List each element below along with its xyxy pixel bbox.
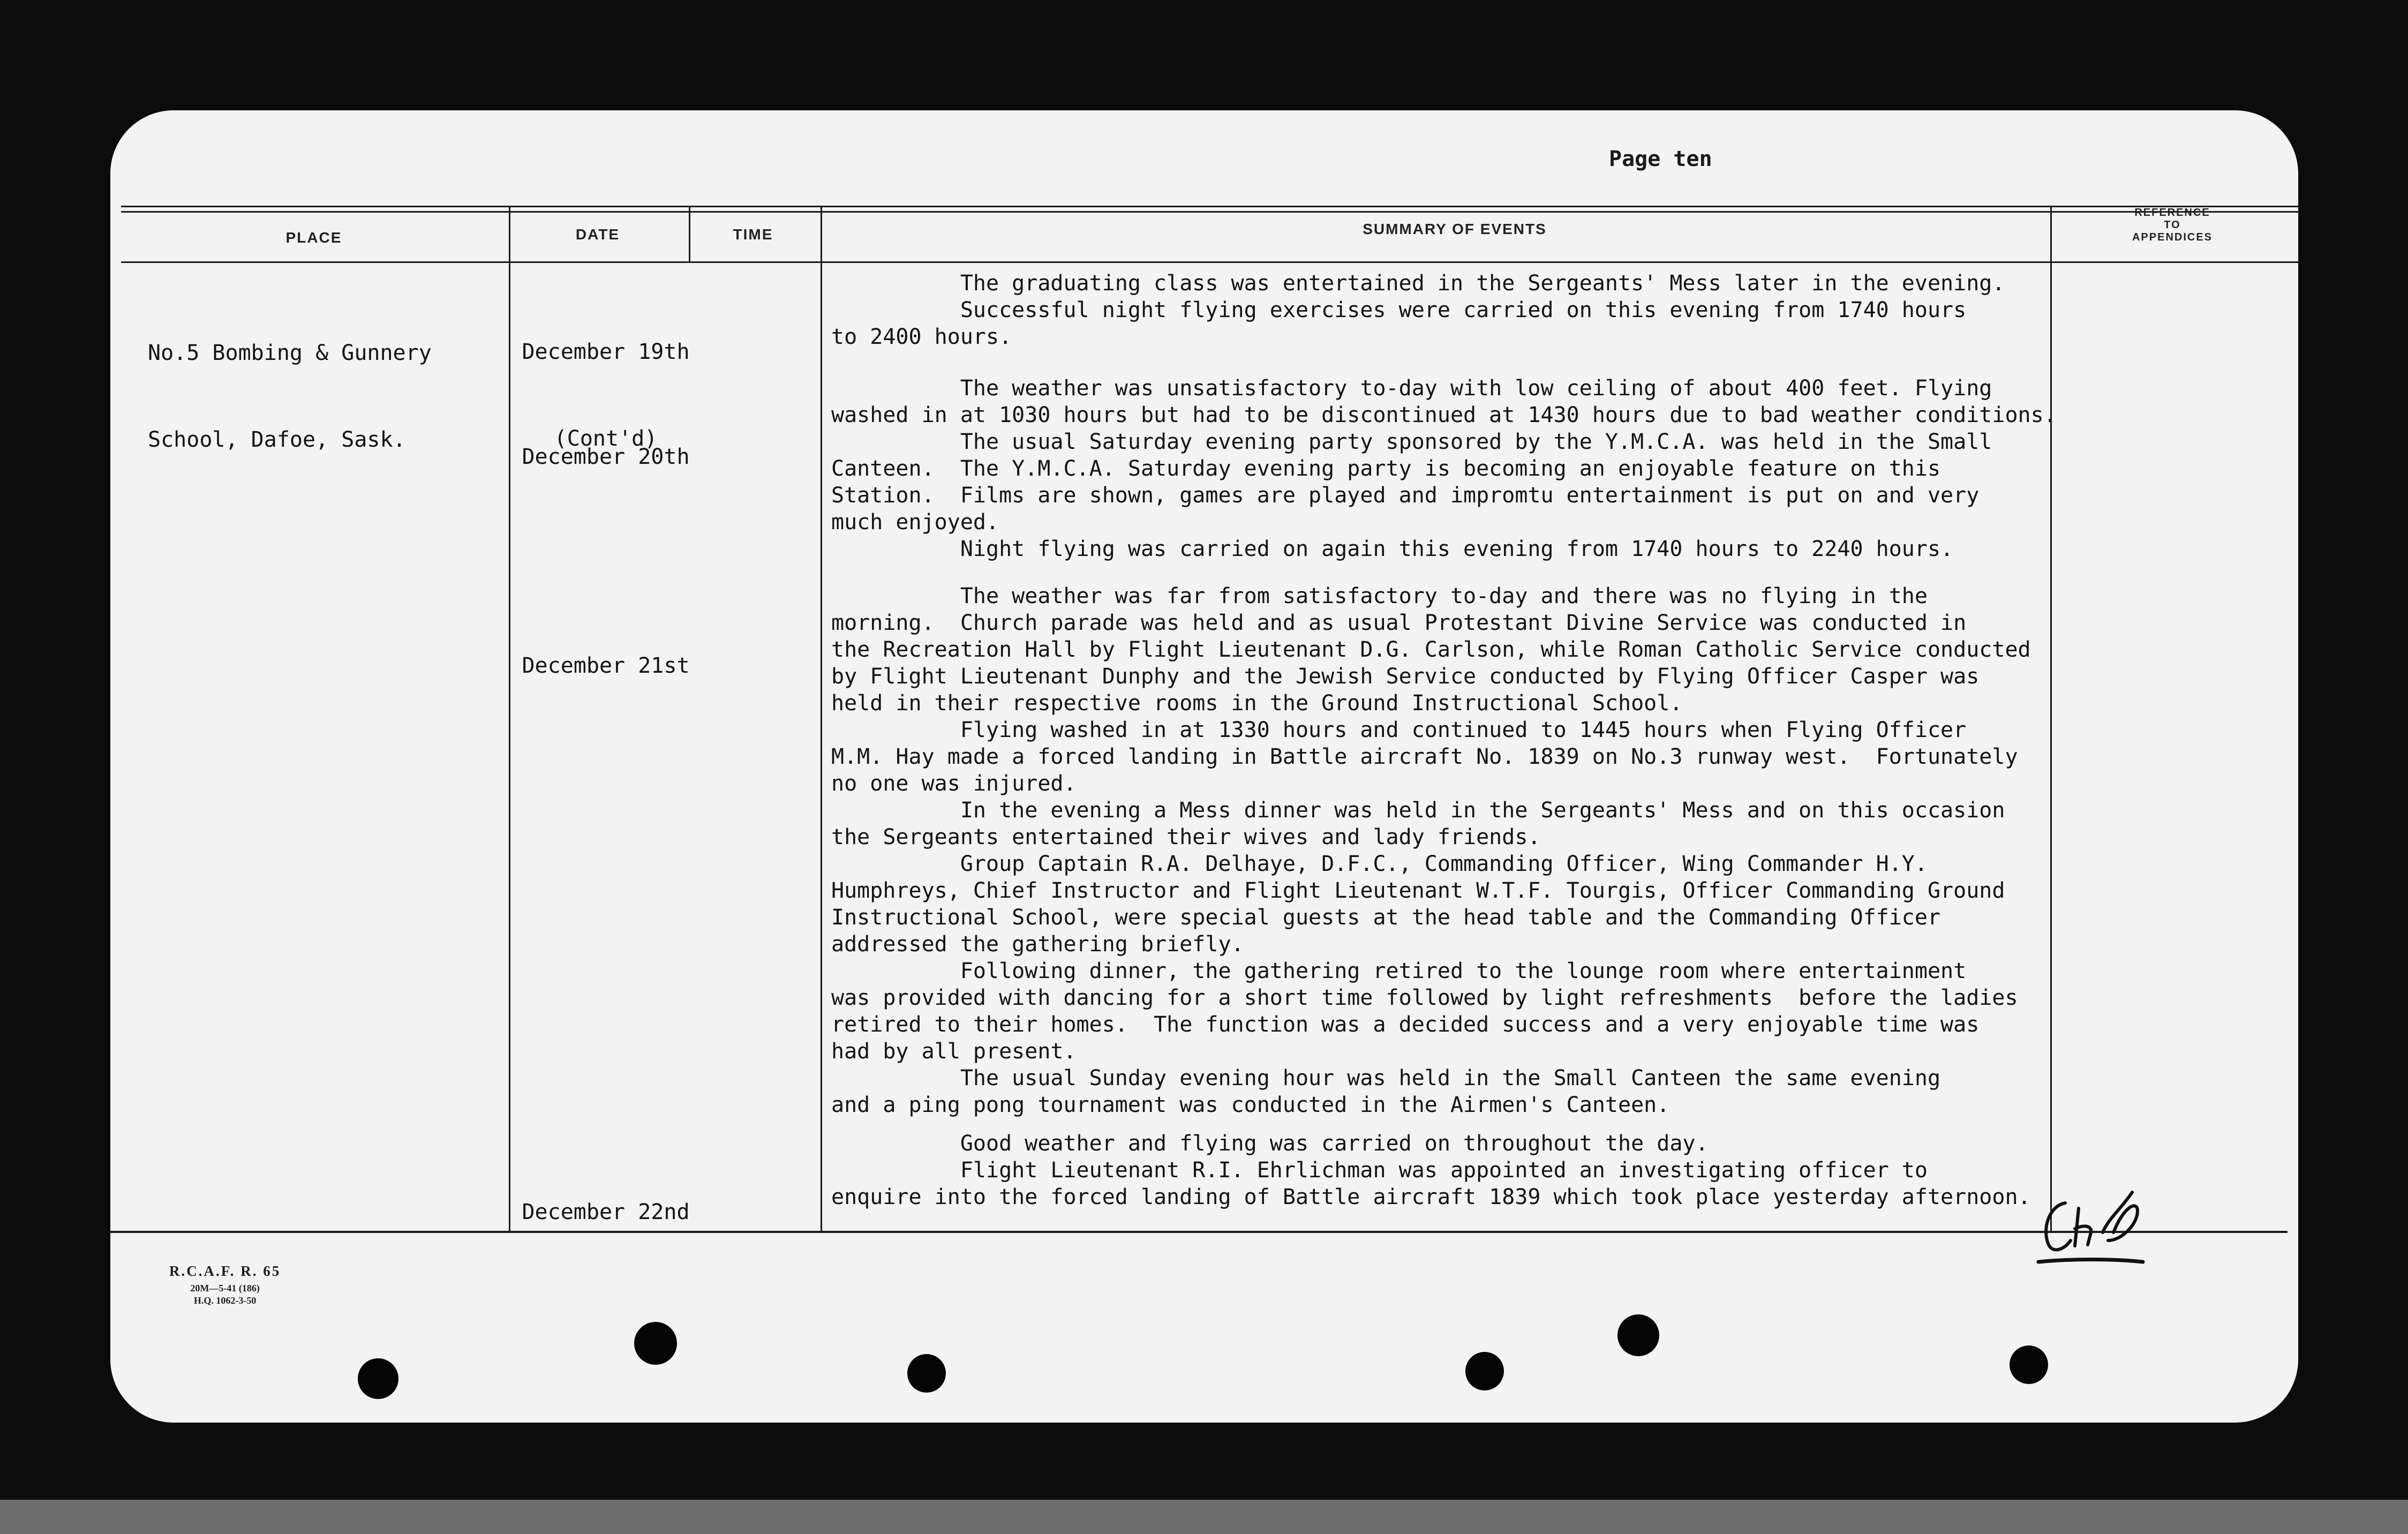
bottom-rule (110, 1231, 2287, 1233)
binder-hole (634, 1322, 677, 1365)
place-line: No.5 Bombing & Gunnery (148, 341, 432, 365)
header-rule (121, 261, 2298, 263)
column-line-time (821, 207, 822, 1231)
header-date: DATE (575, 226, 620, 243)
page-number: Page ten (1609, 147, 1712, 171)
form-number: R.C.A.F. R. 65 (169, 1263, 281, 1279)
form-number-block (169, 1263, 281, 1306)
date-dec-19: December 19th (Cont'd) (522, 340, 690, 451)
binder-hole (358, 1358, 398, 1399)
binder-hole (907, 1354, 946, 1393)
date-dec-20: December 20th (522, 445, 690, 469)
column-line-place (509, 207, 510, 1231)
date-dec-22: December 22nd (522, 1200, 690, 1224)
binder-hole (1617, 1314, 1659, 1356)
top-rule (121, 206, 2298, 207)
entry-dec-20: The weather was unsatisfactory to-day with low ceiling of about 400 feet. Flying washed in at 1030 hours but had to be discontinued at 1430 hours due to bad weather conditions. The usual Saturday evening party sponsored by the Y.M.C.A. was held in the Small Canteen. The Y.M.C.A. Saturday evening party is becoming an enjoyable feature on this Station. Films are shown, games are played and impromtu entertainment is put on and very much enjoyed. Night flying was carried on again this evening from 1740 hours to 2240 hours. (831, 376, 2057, 561)
place-line: School, Dafoe, Sask. (148, 427, 406, 452)
handwritten-initials (2028, 1182, 2156, 1289)
header-time: TIME (733, 226, 773, 243)
column-line-summary (2050, 207, 2052, 1231)
scan-edge (0, 1500, 2408, 1534)
binder-hole (2010, 1345, 2048, 1384)
column-line-date (689, 207, 690, 263)
entry-dec-21: The weather was far from satisfactory to-day and there was no flying in the morning. Church parade was held and as usual Protestant Divine Service was conducted in the Recreation Hall by Flight Lieutenant D.G. Carlson, while Roman Catholic Service conducted by Flight Lieutenant Dunphy and the Jewish Service conducted by Flying Officer Casper was held in their respective rooms in the Ground Instructional School. Flying washed in at 1330 hours and continued to 1445 hours when Flying Officer M.M. Hay made a forced landing in Battle aircraft No. 1839 on No.3 runway west. Fortunately no one was injured. In the evening a Mess dinner was held in the Sergeants' Mess and on this occasion the Sergeants entertained their wives and lady friends. Group Captain R.A. Delhaye, D.F.C., Commanding Officer, Wing Commander H.Y. Humphreys, Chief Instructor and Flight Lieutenant W.T.F. Tourgis, Officer Commanding Ground Instructional School, were special guests at the head table and the Commanding Officer addressed the gathering briefly. Following dinner, the gathering retired to the lounge room where entertainment was provided with dancing for a short time followed by light refreshments before the ladies retired to their homes. The function was a decided success and a very enjoyable time was had by all present. The usual Sunday evening hour was held in the Small Canteen the same evening and a ping pong tournament was conducted in the Airmen's Canteen. (831, 584, 2031, 1117)
entry-dec-19: The graduating class was entertained in the Sergeants' Mess later in the evening. Successful night flying exercises were carried on this evening from 1740 hours to 2400 hours. (831, 271, 2005, 349)
print-code: 20M—5-41 (186) (190, 1283, 260, 1294)
binder-hole (1465, 1352, 1504, 1390)
header-place: PLACE (285, 229, 342, 246)
date-dec-21: December 21st (522, 653, 690, 678)
place-cell (148, 281, 432, 512)
diary-page (110, 110, 2298, 1423)
header-summary: SUMMARY OF EVENTS (1363, 221, 1547, 237)
entry-dec-22: Good weather and flying was carried on throughout the day. Flight Lieutenant R.I. Ehrlichman was appointed an investigating officer to enquire into the forced landing of Battle aircraft 1839 which took place yesterday afternoon. (831, 1131, 2031, 1209)
hq-code: H.Q. 1062-3-50 (193, 1295, 257, 1306)
top-rule-2 (121, 211, 2298, 213)
header-reference: REFERENCE TO APPENDICES (2132, 207, 2213, 243)
